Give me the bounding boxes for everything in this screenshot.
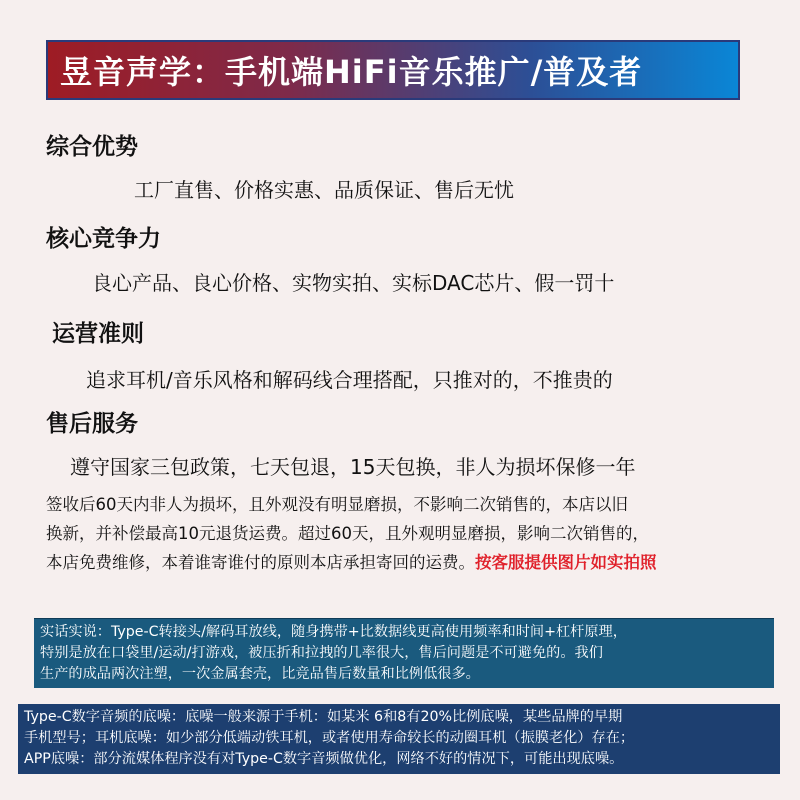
noise-line-1: Type-C数字音频的底噪：底噪一般来源于手机：如某米 6和8有20%比例底噪，某些品牌的早期 bbox=[24, 709, 623, 725]
noise-line-2: 手机型号；耳机底噪：如少部分低端动铁耳机，或者使用寿命较长的动圈耳机（振膜老化）存在； bbox=[24, 730, 635, 746]
text-competitiveness: 良心产品、良心价格、实物实拍、实标DAC芯片、假一罚十 bbox=[92, 271, 615, 295]
policy-photo-notice: 按客服提供图片如实拍照 bbox=[475, 553, 657, 572]
text-advantage: 工厂直售、价格实惠、品质保证、售后无忧 bbox=[134, 178, 514, 202]
policy-line-3 bbox=[46, 548, 766, 577]
text-after-sales: 遵守国家三包政策，七天包退，15天包换，非人为损坏保修一年 bbox=[70, 455, 636, 479]
policy-line-1: 签收后60天内非人为损坏，且外观没有明显磨损，不影响二次销售的，本店以旧 bbox=[46, 495, 628, 514]
heading-competitiveness: 核心竞争力 bbox=[46, 226, 161, 252]
heading-principles: 运营准则 bbox=[52, 321, 144, 347]
text-principles: 追求耳机/音乐风格和解码线合理搭配，只推对的，不推贵的 bbox=[86, 368, 613, 392]
note-line-3: 生产的成品两次注塑，一次金属套壳，比竞品售后数量和比例低很多。 bbox=[40, 666, 480, 682]
policy-line-3-text: 本店免费维修，本着谁寄谁付的原则本店承担寄回的运费。 bbox=[46, 553, 475, 572]
heading-after-sales: 售后服务 bbox=[46, 411, 138, 437]
noise-floor-box bbox=[18, 704, 780, 774]
heading-advantage: 综合优势 bbox=[46, 134, 138, 160]
banner-title: 昱音声学：手机端HiFi音乐推广/普及者 bbox=[60, 53, 643, 91]
title-banner bbox=[46, 40, 740, 100]
noise-line-3: APP底噪：部分流媒体程序没有对Type-C数字音频做优化，网络不好的情况下，可能出现底噪。 bbox=[24, 751, 624, 767]
return-policy-paragraph bbox=[46, 490, 766, 577]
note-line-2: 特别是放在口袋里/运动/打游戏，被压折和拉拽的几率很大，售后问题是不可避免的。我们 bbox=[40, 645, 603, 661]
policy-line-2: 换新，并补偿最高10元退货运费。超过60天，且外观明显磨损，影响二次销售的， bbox=[46, 524, 649, 543]
honest-note-box bbox=[34, 618, 774, 688]
note-line-1: 实话实说：Type-C转接头/解码耳放线，随身携带+比数据线更高使用频率和时间+杠杆原理， bbox=[40, 624, 627, 640]
